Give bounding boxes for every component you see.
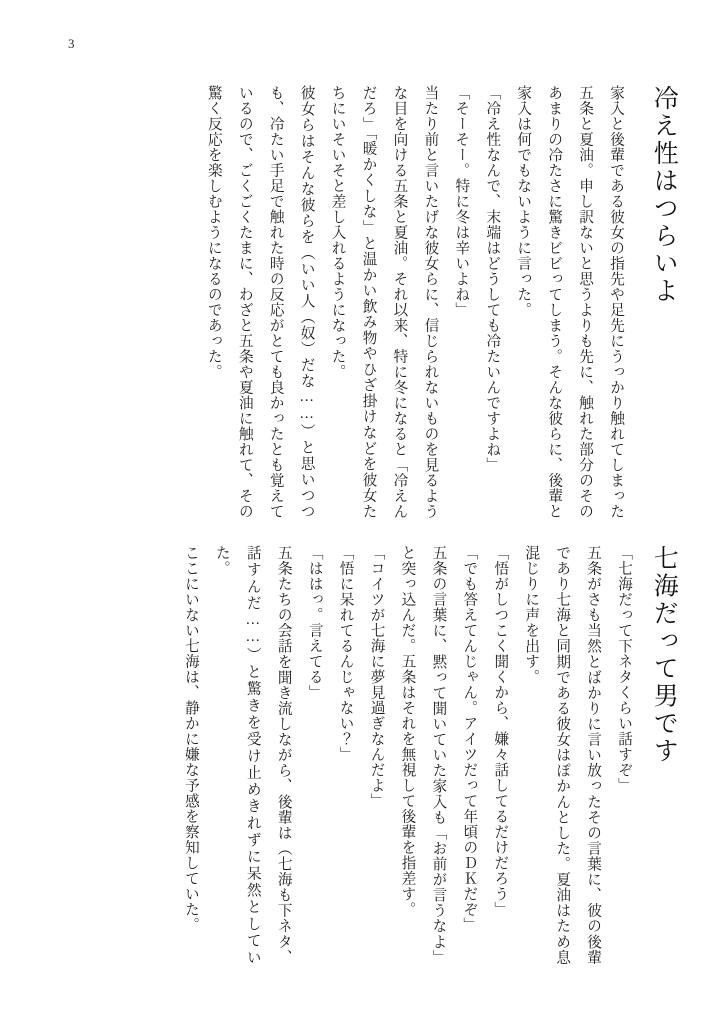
section-two-body bbox=[182, 545, 639, 965]
paragraph: 「悟がしつこく聞くから、嫌々話してるだけだろう」 bbox=[492, 545, 509, 917]
section-two-heading: 七海だって男です bbox=[650, 545, 678, 765]
section-nanami-is-a-man bbox=[91, 545, 701, 985]
paragraph: 五条たちの会話を聞き流しながら、後輩は（七海も下ネタ、話すんだ……）と驚きを受け止めきれずに呆然としていた。 bbox=[213, 545, 292, 965]
paragraph: ここにいない七海は、静かに嫌な予感を察知していた。 bbox=[182, 545, 199, 933]
page-number: 3 bbox=[68, 36, 75, 51]
paragraph: 家入と後輩である彼女の指先や足先にうっかり触れてしまった五条と夏油。申し訳ないと思うよりも先に、触れた部分のそのあまりの冷たさに驚きビビってしまう。そんな彼らに、後輩と家入は何でもないように言った。 bbox=[515, 85, 624, 519]
paragraph: 「コイツが七海に夢見過ぎなんだよ」 bbox=[368, 545, 385, 809]
paragraph: 「悟に呆れてるんじゃない？」 bbox=[337, 545, 354, 762]
paragraph: 五条の言葉に、黙って聞いていた家入も「お前が言うなよ」と突っ込んだ。五条はそれを無視して後輩を指差す。 bbox=[399, 545, 447, 965]
paragraph: 「でも答えてんじゃん。アイツだって年頃のＤＫだぞ」 bbox=[461, 545, 478, 933]
paragraph: 五条がさも当然とばかりに言い放ったその言葉に、彼の後輩であり七海と同期である彼女はぽかんとした。夏油はため息混じりに声を出す。 bbox=[523, 545, 602, 965]
paragraph: 当たり前と言いたげな彼女らに、信じられないものを見るような目を向ける五条と夏油。それ以来、特に冬になると「冷えんだろ」「暖かくしな」と温かい飲み物やひざ掛けなどを彼女たちにいそいそと差し入れるようになった。 bbox=[329, 85, 439, 519]
paragraph: 「そーそー。特に冬は辛いよね」 bbox=[453, 85, 470, 318]
section-one-body bbox=[205, 85, 631, 519]
section-one-heading: 冷え性はつらいよ bbox=[650, 85, 678, 305]
paragraph: 「七海だって下ネタくらい話すぞ」 bbox=[616, 545, 632, 793]
paragraph: 「ははっ。言えてる」 bbox=[306, 545, 323, 700]
paragraph: 「冷え性なんで、末端はどうしても冷たいんですよね」 bbox=[484, 85, 501, 473]
section-cold-constitution bbox=[121, 85, 701, 535]
paragraph: 彼女らはそんな彼らを（いい人（奴）だな……）と思いつつも、冷たい手足で触れた時の反応がとても良かったとも覚えているので、ごくごくたまに、わざと五条や夏油に触れて、その驚く反応を楽しむようになるのであった。 bbox=[205, 85, 315, 519]
